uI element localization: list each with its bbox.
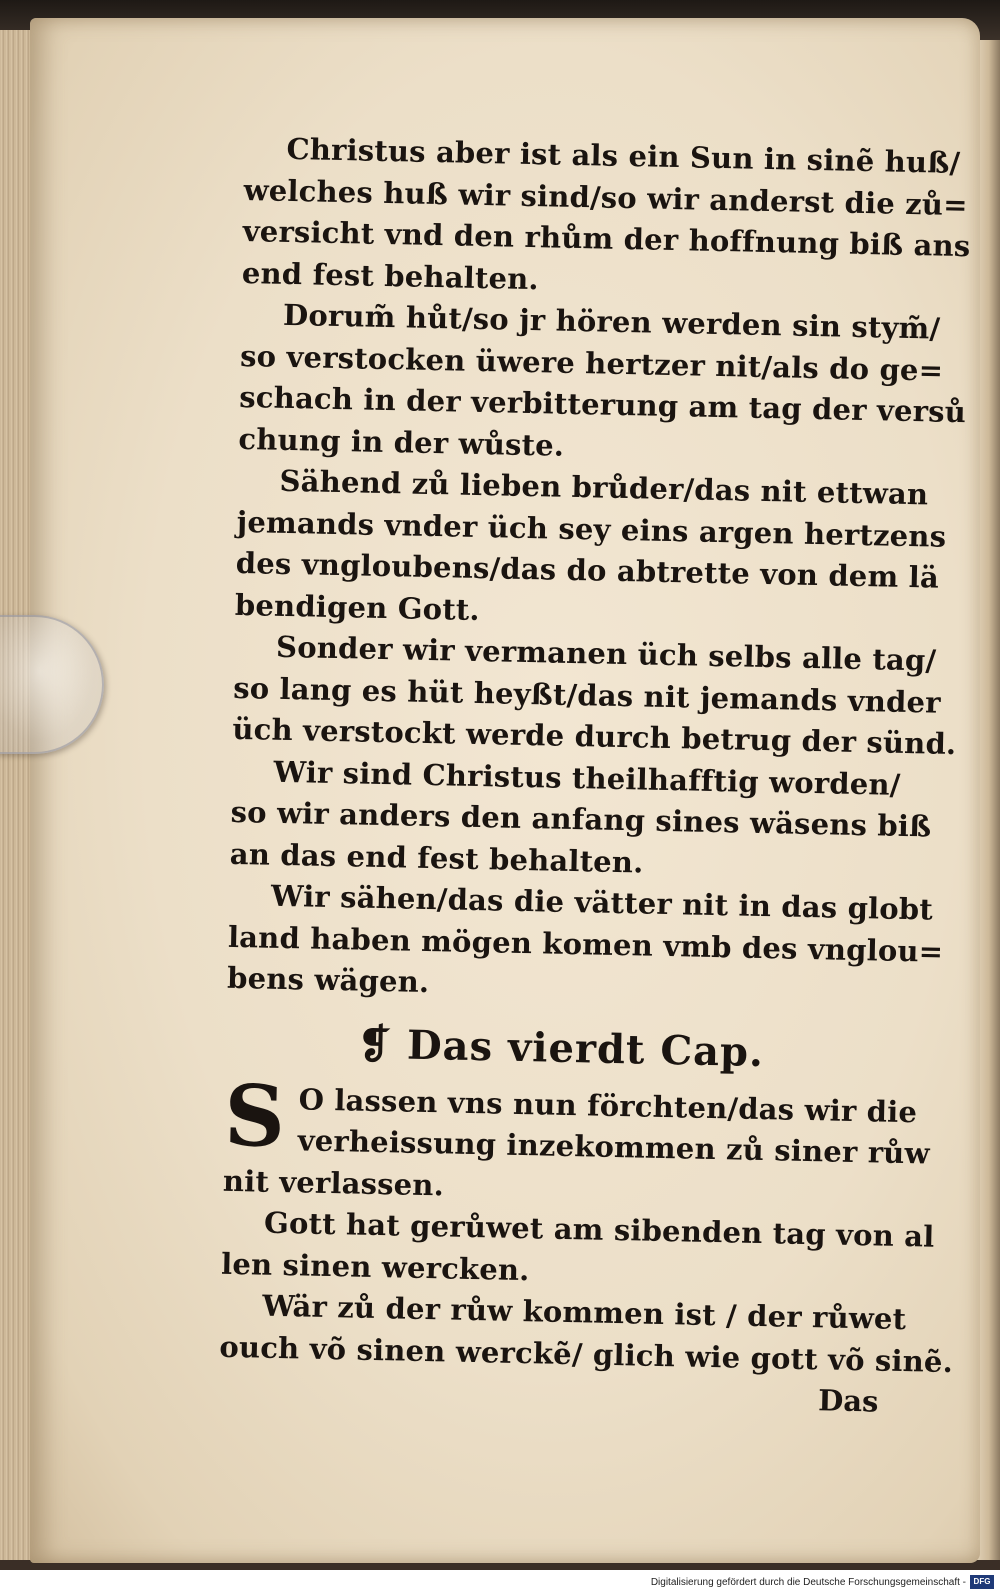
text-line: Sähend zů lieben brůder/das nit ettwan <box>279 463 929 512</box>
text-line: Christus aber ist als ein Sun in sinẽ huß/ <box>286 131 961 180</box>
text-line: Dorum̃ hůt/so jr hören werden sin stym̃/ <box>282 297 941 346</box>
text-line: bendigen Gott. <box>234 587 481 627</box>
chapter-heading: ❡ Das vierdt Cap. <box>357 1020 765 1076</box>
text-line: len sinen wercken. <box>220 1246 530 1287</box>
text-line: Wir sind Christus theilhafftig worden/ <box>273 754 901 802</box>
text-line: üch verstockt werde durch betrug der sünd. <box>232 711 957 762</box>
text-line: versicht vnd den rhům der hoffnung biß ans <box>242 213 971 264</box>
text-line: so wir anders den anfang sines wäsens biß <box>230 794 932 844</box>
text-line: verheissung inzekommen zů siner růw <box>297 1123 931 1171</box>
text-line: nit verlassen. <box>222 1163 445 1202</box>
text-line: ouch võ sinen werckẽ/ glich wie gott võ sinẽ. <box>219 1329 954 1379</box>
text-line: end fest behalten. <box>241 255 540 296</box>
chapter-opening <box>223 1065 931 1174</box>
dfg-logo: DFG <box>970 1575 994 1589</box>
text-line: an das end fest behalten. <box>229 836 644 880</box>
funding-credit: Digitalisierung gefördert durch die Deutsche Forschungsgemeinschaft - <box>650 1577 966 1588</box>
text-line: Sonder wir vermanen üch selbs alle tag/ <box>275 629 937 678</box>
text-line: Wir sähen/das die vätter nit in das globt <box>270 878 934 927</box>
catchword: Das <box>817 1383 879 1419</box>
text-line: welches huß wir sind/so wir anderst die zů= <box>243 172 969 222</box>
text-line: so lang es hüt heyßt/das nit jemands vnder <box>232 670 942 720</box>
text-line: schach in der verbitterung am tag der versů <box>239 379 967 430</box>
text-line: Wär zů der růw kommen ist / der růwet <box>261 1288 907 1337</box>
text-line: jemands vnder üch sey eins argen hertzens <box>236 504 947 554</box>
text-line: O lassen vns nun förchten/das wir die <box>298 1081 918 1129</box>
text-line: land haben mögen komen vmb des vnglou= <box>227 919 944 969</box>
text-line: so verstocken üwere hertzer nit/als do ge= <box>239 338 944 388</box>
text-line: des vngloubens/das do abtrette von dem lä <box>235 545 940 595</box>
text-line: Gott hat gerůwet am sibenden tag von al <box>263 1205 935 1254</box>
body-text <box>218 128 971 1423</box>
drop-cap: S <box>223 1065 287 1166</box>
text-line: bens wägen. <box>226 960 430 1000</box>
text-line: chung in der wůste. <box>238 421 565 463</box>
